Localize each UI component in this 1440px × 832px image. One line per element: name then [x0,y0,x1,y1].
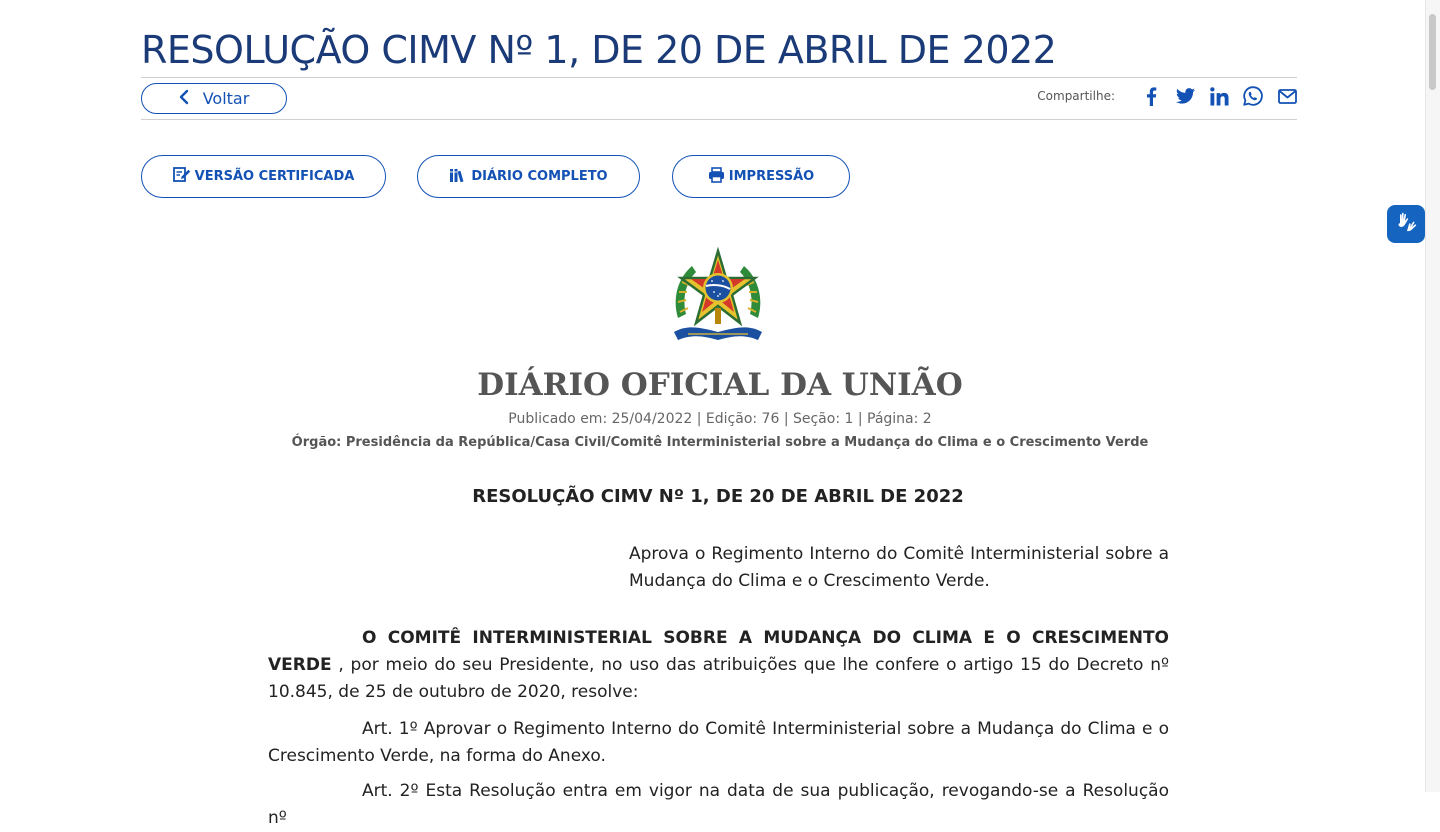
article-1-paragraph: Art. 1º Aprovar o Regimento Interno do Comitê Interministerial sobre a Mudança do Clima e o Crescimento Verde, na forma do Anexo. [268,719,1169,766]
resolution-title: RESOLUÇÃO CIMV Nº 1, DE 20 DE ABRIL DE 2022 [472,486,964,507]
certified-version-label: VERSÃO CERTIFICADA [194,169,355,184]
books-icon [449,167,467,187]
vlibras-accessibility-button[interactable] [1387,205,1425,243]
toolbar-divider [141,119,1297,120]
back-button-label: Voltar [202,89,250,108]
full-diary-label: DIÁRIO COMPLETO [471,169,608,184]
brazil-coat-of-arms-emblem [668,248,768,348]
certified-version-button[interactable] [141,155,386,198]
publication-metadata: Publicado em: 25/04/2022 | Edição: 76 | Seção: 1 | Página: 2 [508,411,932,427]
title-divider [141,77,1297,78]
resolution-summary: Aprova o Regimento Interno do Comitê Interministerial sobre a Mudança do Clima e o Crescimento Verde. [629,544,1169,591]
sign-language-hands-icon [1394,210,1418,238]
print-button[interactable] [672,155,850,198]
facebook-icon[interactable] [1141,86,1161,106]
scrollbar-thumb[interactable] [1429,14,1436,90]
edit-document-icon [173,167,191,187]
official-gazette-header: DIÁRIO OFICIAL DA UNIÃO [477,367,963,403]
linkedin-icon[interactable] [1209,86,1229,106]
preamble-text: , por meio do seu Presidente, no uso das atribuições que lhe confere o artigo 15 do Decreto nº 10.845, de 25 de outubro de 2020, resolve: [268,655,1169,702]
page-title: RESOLUÇÃO CIMV Nº 1, DE 20 DE ABRIL DE 2022 [141,28,1057,72]
printer-icon [708,167,725,187]
print-label: IMPRESSÃO [728,169,815,184]
share-bar [1037,86,1297,106]
preamble-committee-name: O COMITÊ INTERMINISTERIAL SOBRE A MUDANÇA DO CLIMA E O CRESCIMENTO VERDE [268,628,1169,675]
email-icon[interactable] [1277,86,1297,106]
issuing-organ: Órgão: Presidência da República/Casa Civil/Comitê Interministerial sobre a Mudança do Clima e o Crescimento Verde [291,435,1149,450]
back-button[interactable] [141,83,287,114]
share-label: Compartilhe: [1037,89,1115,103]
preamble-paragraph [268,625,1169,706]
chevron-left-icon [179,89,189,109]
twitter-icon[interactable] [1175,86,1195,106]
article-2-paragraph: Art. 2º Esta Resolução entra em vigor na data de sua publicação, revogando-se a Resolução nº [268,781,1169,828]
whatsapp-icon[interactable] [1243,86,1263,106]
full-diary-button[interactable] [417,155,640,198]
